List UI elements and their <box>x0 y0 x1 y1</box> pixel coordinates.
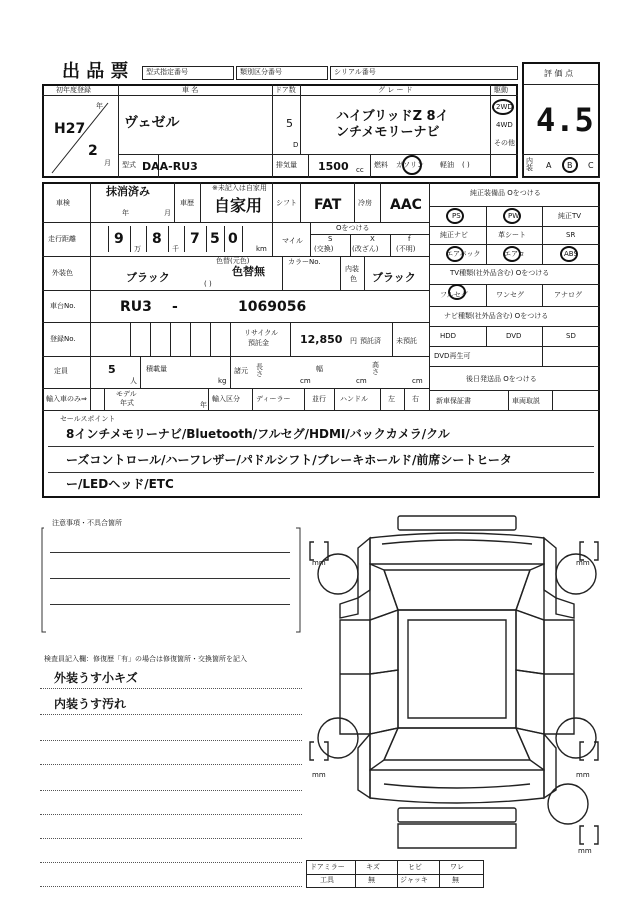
interior-b: B <box>567 161 573 170</box>
tv-type-title: TV種類(社外品含む) Oをつける <box>450 269 550 277</box>
category-box <box>236 66 328 80</box>
inspection-label: 車検 <box>56 199 70 207</box>
interior-c: C <box>588 161 594 170</box>
width-cm: cm <box>356 377 367 385</box>
serial-label: シリアル番号 <box>334 68 376 76</box>
model-label: 型式 <box>122 161 136 169</box>
import-dealer: ディーラー <box>256 395 291 403</box>
reg-year: H27 <box>54 121 86 137</box>
drive-other: その他 <box>494 139 515 147</box>
import-label: 輸入車のみ⇒ <box>46 395 87 403</box>
evaluation-score: 4.5 <box>536 101 594 139</box>
import-parallel: 並行 <box>312 395 326 403</box>
mileage-digit-3: 7 <box>190 231 200 247</box>
first-reg-label: 初年度登録 <box>56 86 91 94</box>
load-label: 積載量 <box>146 365 167 373</box>
door-mirror-label: ドアミラー <box>310 863 345 871</box>
recycle-label-2: 預託金 <box>248 339 269 347</box>
equip-airbag-circle <box>446 246 464 262</box>
crack-label: ヒビ <box>408 863 422 871</box>
fuel-diesel: 軽油 <box>440 161 454 169</box>
mm-front-left: mm <box>312 559 326 567</box>
equip-ps: PS <box>452 212 461 220</box>
sales-line-1: 8インチメモリーナビ/Bluetooth/フルセグ/HDMI/バックカメラ/クル <box>66 427 450 441</box>
sales-label: セールスポイント <box>60 415 116 423</box>
mileage-circle-note: Oをつける <box>336 224 370 232</box>
import-right: 右 <box>412 395 419 403</box>
import-left: 左 <box>388 395 395 403</box>
height-cm: cm <box>412 377 423 385</box>
width-label: 幅 <box>316 365 323 373</box>
tools-value: 無 <box>368 876 375 884</box>
chassis-prefix: RU3 <box>120 299 152 315</box>
model-designation-box <box>142 66 234 80</box>
import-handle: ハンドル <box>340 395 368 403</box>
mm-spare: mm <box>578 847 592 855</box>
recycle-not-deposited: 未預託 <box>396 337 417 345</box>
mileage-label: 走行距離 <box>48 235 76 243</box>
capacity-label: 定員 <box>54 367 68 375</box>
interior-color-label-1: 内装 <box>345 265 359 273</box>
color-value: ブラック <box>126 271 170 284</box>
doors-label: ドア数 <box>275 86 296 94</box>
registration-label: 登録No. <box>50 335 76 343</box>
doors-value: 5 <box>286 117 293 130</box>
equip-navi: 純正ナビ <box>440 231 468 239</box>
load-kg: kg <box>218 377 227 385</box>
drive-label: 駆動 <box>494 86 508 94</box>
inspector-line-2: 内装うす汚れ <box>54 697 127 711</box>
category-label: 類別区分番号 <box>240 68 282 76</box>
drive-4wd: 4WD <box>496 121 513 129</box>
tv-fullseg: フルセグ <box>440 291 468 299</box>
cc-unit: cc <box>356 166 364 174</box>
fuel-label: 燃料 <box>374 161 388 169</box>
repaint-paren: ( ) <box>204 280 212 288</box>
sales-line-3: ー/LEDヘッド/ETC <box>66 477 174 491</box>
capacity-value: 5 <box>108 363 116 376</box>
car-name: ヴェゼル <box>124 115 180 131</box>
tv-oneseg: ワンセグ <box>496 291 524 299</box>
mileage-sen: 千 <box>172 245 179 253</box>
evaluation-label: 評 価 点 <box>544 69 574 78</box>
car-damage-diagram <box>300 508 610 878</box>
shift-label: シフト <box>276 199 297 207</box>
inspection-year-unit: 年 <box>122 209 129 217</box>
history-note: ※未記入は自家用 <box>212 184 267 192</box>
chassis-dash: - <box>172 299 178 315</box>
car-name-label: 車 名 <box>182 86 199 94</box>
jack-value: 無 <box>452 876 459 884</box>
equip-abs: ABS <box>564 250 578 258</box>
navi-hdd: HDD <box>440 332 457 340</box>
mileage-exchange: (交換) <box>314 245 334 253</box>
repaint-label: 色替(元色) <box>216 257 250 265</box>
repaint-value: 色替無 <box>232 265 265 278</box>
model-year-unit: 年 <box>200 401 207 409</box>
grade-line1: ハイブリッドZ 8イ <box>336 109 449 124</box>
shift-value: FAT <box>314 197 342 213</box>
navi-sd: SD <box>566 332 576 340</box>
reg-month: 2 <box>88 143 98 159</box>
capacity-unit: 人 <box>130 377 137 385</box>
fuel-gas: ガソリン <box>396 161 424 169</box>
equipment-title: 純正装備品 Oをつける <box>470 189 541 197</box>
doors-suffix: D <box>293 141 299 149</box>
dvd-player: DVD再生可 <box>434 352 471 360</box>
sales-line-2: ーズコントロール/ハーフレザー/パドルシフト/ブレーキホールド/前席シートヒータ <box>66 453 512 467</box>
equip-pw: PW <box>508 212 520 220</box>
mileage-digit-2: 8 <box>152 231 162 247</box>
grade-label: グ レ ー ド <box>378 86 413 94</box>
later-title: 後日発送品 Oをつける <box>466 375 537 383</box>
model-designation-label: 型式指定番号 <box>146 68 188 76</box>
grade-line2: ンチメモリーナビ <box>336 125 440 140</box>
navi-dvd: DVD <box>506 332 522 340</box>
serial-box <box>330 66 518 80</box>
ac-value: AAC <box>390 197 422 213</box>
year-unit: 年 <box>96 102 103 110</box>
mileage-mark-s: S <box>328 235 333 243</box>
history-label: 車歴 <box>180 199 194 207</box>
mileage-mile: マイル <box>282 237 303 245</box>
interior-a: A <box>546 161 552 170</box>
mileage-digit-4: 5 <box>210 231 220 247</box>
month-unit: 月 <box>104 159 111 167</box>
inspector-label: 検査員記入欄：修復歴「有」の場合は修復箇所・交換箇所を記入 <box>44 655 247 663</box>
mileage-man: 万 <box>134 245 141 253</box>
displacement-value: 1500 <box>318 160 349 173</box>
navi-type-title: ナビ種類(社外品含む) Oをつける <box>444 312 549 320</box>
interior-label: 内装 <box>526 157 533 172</box>
equip-ac: エアコ <box>504 250 525 258</box>
later-warranty: 新車保証書 <box>436 397 471 405</box>
fuel-gas-circle <box>402 155 422 175</box>
mm-front-right: mm <box>576 559 590 567</box>
interior-color-label-2: 色 <box>350 275 357 283</box>
mileage-mark-f: f <box>408 235 411 243</box>
model-year-label-1: モデル <box>116 390 137 398</box>
chassis-label: 車台No. <box>50 302 76 310</box>
color-label: 外装色 <box>52 269 73 277</box>
mm-rear-left: mm <box>312 771 326 779</box>
height-label: 高さ <box>372 361 379 376</box>
jack-label: ジャッキ <box>400 876 428 884</box>
model-year-label-2: 年式 <box>120 399 134 407</box>
length-cm: cm <box>300 377 311 385</box>
mm-rear-right: mm <box>576 771 590 779</box>
notes-label: 注意事項・不具合箇所 <box>52 519 122 527</box>
mileage-mark-x: X <box>370 235 375 243</box>
inspection-value: 抹消済み <box>106 185 150 198</box>
equip-tv: 純正TV <box>558 212 582 220</box>
later-manual: 車両取説 <box>512 397 540 405</box>
model-value: DAA-RU3 <box>142 160 198 173</box>
sheet-title: 出 品 票 <box>62 61 129 82</box>
tv-fullseg-circle <box>448 284 466 300</box>
tv-analog: アナログ <box>554 291 582 299</box>
interior-color-value: ブラック <box>372 271 416 284</box>
mileage-unknown: (不明) <box>396 245 416 253</box>
mileage-digit-5: 0 <box>228 231 238 247</box>
recycle-label-1: リサイクル <box>244 329 279 337</box>
drive-2wd: 2WD <box>496 103 513 111</box>
equip-abs-circle <box>560 246 578 262</box>
dims-label: 諸元 <box>234 367 248 375</box>
mileage-modified: (改ざん) <box>352 245 379 253</box>
history-value: 自家用 <box>214 196 263 215</box>
drive-2wd-circle <box>492 99 514 115</box>
notes-bracket <box>40 526 304 636</box>
import-category-label: 輸入区分 <box>212 395 240 403</box>
dent-label: ワレ <box>450 863 464 871</box>
equip-sr: SR <box>566 231 576 239</box>
chassis-number: 1069056 <box>238 299 307 315</box>
equip-pw-circle <box>503 208 521 224</box>
mileage-digit-1: 9 <box>114 231 124 247</box>
length-label: 長さ <box>256 363 263 378</box>
recycle-value: 12,850 <box>300 333 343 346</box>
recycle-deposited: 預託済 <box>360 337 381 345</box>
equip-leather: 革シート <box>498 231 526 239</box>
tools-label: 工具 <box>320 876 334 884</box>
equip-airbag: エアバック <box>446 250 481 258</box>
mileage-km: km <box>256 245 267 253</box>
ac-label: 冷房 <box>358 199 372 207</box>
equip-ac-circle <box>503 246 521 262</box>
fuel-paren: ( ) <box>462 161 470 169</box>
scratch-label: キズ <box>366 863 380 871</box>
displacement-label: 排気量 <box>276 161 297 169</box>
equip-ps-circle <box>446 208 464 224</box>
inspector-line-1: 外装うす小キズ <box>54 671 138 685</box>
inspection-month-unit: 月 <box>164 209 171 217</box>
color-no-label: カラーNo. <box>288 258 321 266</box>
interior-b-circle <box>562 157 578 173</box>
recycle-yen: 円 <box>350 337 357 345</box>
